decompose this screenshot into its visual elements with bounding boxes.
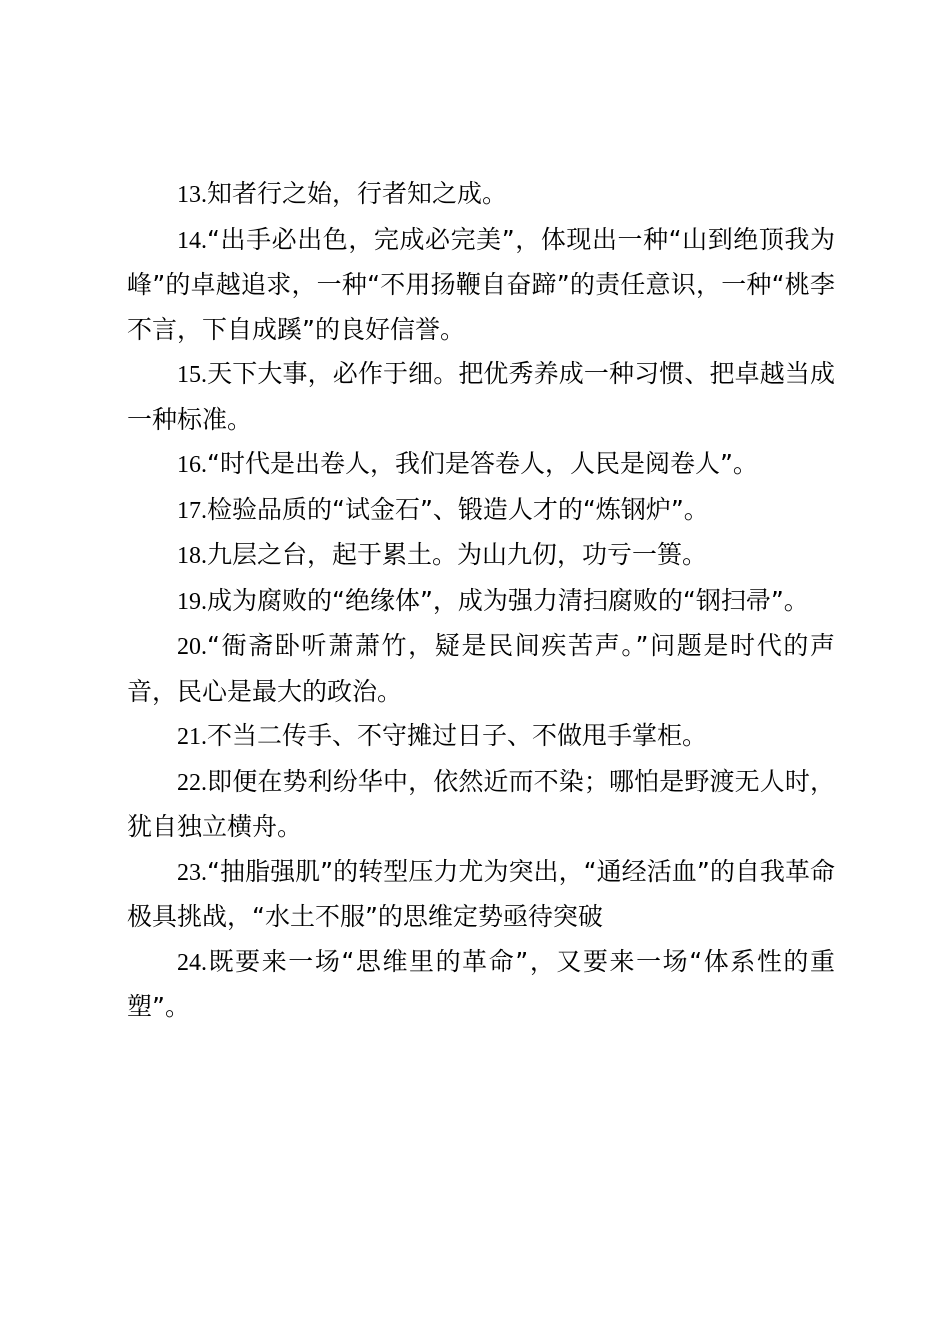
document-body xyxy=(127,172,835,1030)
list-item xyxy=(127,850,835,940)
item-number: 15. xyxy=(177,362,207,388)
item-text: 成为腐败的“绝缘体”，成为强力清扫腐败的“钢扫帚”。 xyxy=(207,585,809,615)
list-item xyxy=(127,488,835,534)
list-item xyxy=(127,352,835,442)
item-number: 23. xyxy=(177,859,207,886)
item-text: 不当二传手、不守摊过日子、不做甩手掌柜。 xyxy=(207,721,708,750)
item-text: “出手必出色，完成必完美”，体现出一种“山到绝顶我为峰”的卓越追求，一种“不用扬鞭自奋蹄”的责任意识，一种“桃李不言，下自成蹊”的良好信誉。 xyxy=(127,224,835,344)
item-text: 既要来一场“思维里的革命”，又要来一场“体系性的重塑”。 xyxy=(127,946,835,1021)
item-text: 知者行之始，行者知之成。 xyxy=(207,179,508,208)
item-text: 天下大事，必作于细。把优秀养成一种习惯、把卓越当成一种标准。 xyxy=(127,359,835,434)
item-text: “衙斋卧听萧萧竹，疑是民间疾苦声。”问题是时代的声音，民心是最大的政治。 xyxy=(127,631,835,706)
item-number: 14. xyxy=(177,227,207,254)
list-item xyxy=(127,624,835,714)
item-number: 18. xyxy=(177,543,207,569)
list-item xyxy=(127,533,835,579)
item-number: 21. xyxy=(177,724,207,750)
item-number: 22. xyxy=(177,769,207,796)
item-text: 即便在势利纷华中，依然近而不染；哪怕是野渡无人时，犹自独立横舟。 xyxy=(127,766,835,841)
item-number: 13. xyxy=(177,182,207,208)
list-item xyxy=(127,172,835,218)
item-number: 19. xyxy=(177,588,207,615)
item-text: 九层之台，起于累土。为山九仞，功亏一篑。 xyxy=(207,540,708,569)
list-item xyxy=(127,442,835,488)
item-number: 17. xyxy=(177,497,207,524)
list-item xyxy=(127,714,835,760)
item-text: 检验品质的“试金石”、锻造人才的“炼钢炉”。 xyxy=(207,494,709,524)
item-text: “时代是出卷人，我们是答卷人，人民是阅卷人”。 xyxy=(207,449,758,478)
item-text: “抽脂强肌”的转型压力尤为突出，“通经活血”的自我革命极具挑战，“水土不服”的思维定势亟待突破 xyxy=(127,856,835,931)
list-item xyxy=(127,218,835,353)
item-number: 20. xyxy=(177,634,207,660)
list-item xyxy=(127,579,835,625)
list-item xyxy=(127,760,835,850)
list-item xyxy=(127,940,835,1030)
item-number: 16. xyxy=(177,452,207,478)
item-number: 24. xyxy=(177,949,207,976)
